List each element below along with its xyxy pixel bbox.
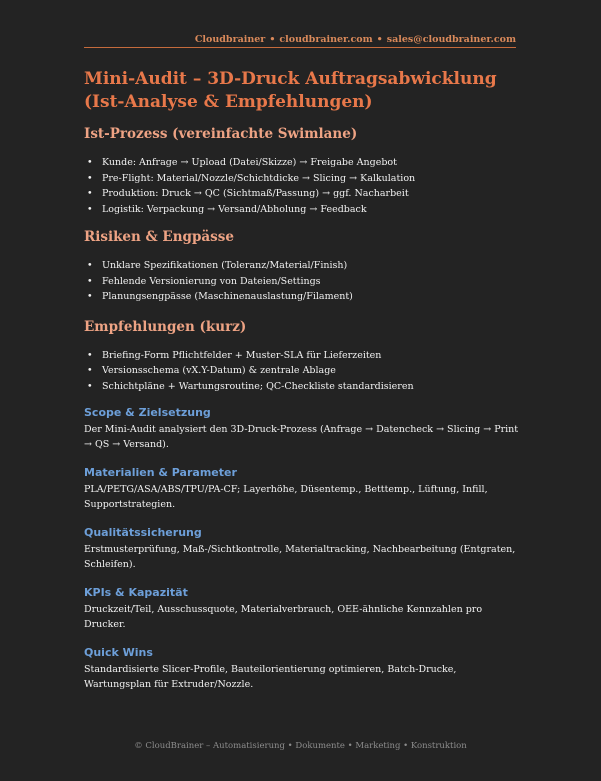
- ist-prozess-list: [84, 155, 520, 217]
- ist-prozess-heading: Ist-Prozess (vereinfachte Swimlane): [84, 126, 358, 142]
- header-separator: •: [269, 34, 276, 45]
- page-header: [84, 34, 516, 48]
- section-heading: Qualitätssicherung: [84, 526, 202, 539]
- title-line-1: Mini-Audit – 3D-Druck Auftragsabwicklung: [84, 69, 497, 89]
- header-separator: •: [376, 34, 383, 45]
- risiken-heading: Risiken & Engpässe: [84, 229, 234, 245]
- list-item: • Kunde: Anfrage → Upload (Datei/Skizze) → Freigabe Angebot: [84, 155, 520, 171]
- empfehlungen-heading: Empfehlungen (kurz): [84, 318, 247, 335]
- list-item: • Briefing-Form Pflichtfelder + Muster-SLA für Lieferzeiten: [84, 348, 520, 364]
- list-item: • Produktion: Druck → QC (Sichtmaß/Passung) → ggf. Nacharbeit: [84, 186, 520, 202]
- bullet-icon: •: [87, 203, 93, 215]
- bullet-icon: •: [87, 172, 93, 184]
- list-item: • Pre-Flight: Material/Nozzle/Schichtdicke → Slicing → Kalkulation: [84, 171, 520, 187]
- section-text: Erstmusterprüfung, Maß-/Sichtkontrolle, Materialtracking, Nachbearbeitung (Entgraten, Schleifen).: [84, 544, 516, 570]
- section-heading: KPIs & Kapazität: [84, 586, 188, 599]
- list-item: • Planungsengpässe (Maschinenauslastung/Filament): [84, 289, 520, 305]
- header-website-link[interactable]: cloudbrainer.com: [279, 34, 373, 45]
- list-item: • Versionsschema (vX.Y-Datum) & zentrale Ablage: [84, 363, 520, 379]
- bullet-icon: •: [87, 260, 93, 271]
- section-heading: Scope & Zielsetzung: [84, 406, 211, 419]
- section-text: Druckzeit/Teil, Ausschussquote, Materialverbrauch, OEE-ähnliche Kennzahlen pro Drucker.: [84, 604, 483, 630]
- bullet-icon: •: [87, 157, 93, 168]
- title-line-2: (Ist-Analyse & Empfehlungen): [84, 92, 373, 112]
- header-email-link[interactable]: sales@cloudbrainer.com: [386, 34, 516, 45]
- document-title: [84, 68, 520, 114]
- section-quick-wins: [84, 646, 520, 692]
- list-item: • Logistik: Verpackung → Versand/Abholung → Feedback: [84, 202, 520, 218]
- risiken-list: [84, 258, 520, 305]
- header-company: Cloudbrainer: [194, 34, 266, 45]
- empfehlungen-list: [84, 348, 520, 395]
- section-text: Standardisierte Slicer-Profile, Bauteilorientierung optimieren, Batch-Drucke, Wartungsplan für Extruder/Nozzle.: [84, 664, 457, 690]
- section-materialien: [84, 466, 520, 512]
- page-footer: © CloudBrainer – Automatisierung • Dokumente • Marketing • Konstruktion: [134, 741, 467, 751]
- section-heading: Quick Wins: [84, 646, 153, 659]
- list-item: • Fehlende Versionierung von Dateien/Settings: [84, 274, 520, 290]
- bullet-icon: •: [87, 291, 93, 302]
- section-heading: Materialien & Parameter: [84, 466, 237, 479]
- document-body: [84, 68, 520, 692]
- section-scope: [84, 406, 520, 452]
- bullet-icon: •: [87, 349, 93, 361]
- bullet-icon: •: [87, 275, 93, 287]
- section-kpis: [84, 586, 520, 632]
- bullet-icon: •: [87, 365, 93, 376]
- bullet-icon: •: [87, 188, 93, 199]
- section-qualitaetssicherung: [84, 526, 520, 572]
- list-item: • Schichtpläne + Wartungsroutine; QC-Checkliste standardisieren: [84, 379, 520, 395]
- section-text: Der Mini-Audit analysiert den 3D-Druck-Prozess (Anfrage → Datencheck → Slicing → Print → QS → Versand).: [84, 424, 519, 450]
- bullet-icon: •: [87, 380, 93, 392]
- section-text: PLA/PETG/ASA/ABS/TPU/PA-CF; Layerhöhe, Düsentemp., Betttemp., Lüftung, Infill, Supportstrategien.: [84, 484, 488, 510]
- list-item: • Unklare Spezifikationen (Toleranz/Material/Finish): [84, 258, 520, 274]
